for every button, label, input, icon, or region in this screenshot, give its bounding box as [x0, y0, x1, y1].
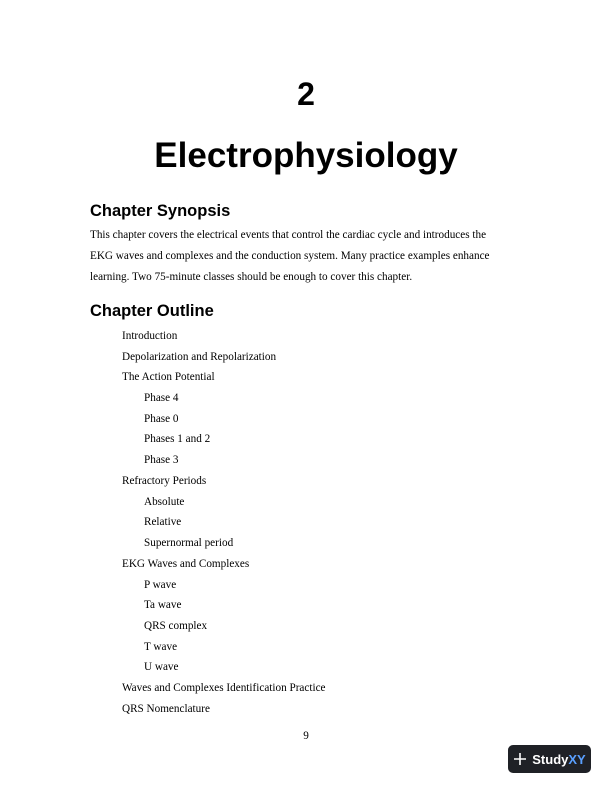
outline-text: QRS complex — [144, 620, 208, 632]
outline-text: EKG Waves and Complexes — [122, 558, 250, 570]
outline-heading: Chapter Outline — [90, 302, 214, 320]
chapter-number: 2 — [297, 76, 315, 112]
outline-text: Refractory Periods — [122, 475, 207, 487]
outline-text: Supernormal period — [144, 537, 234, 549]
outline-text: Phases 1 and 2 — [144, 433, 211, 445]
outline-text: The Action Potential — [122, 371, 215, 383]
synopsis-paragraph — [90, 225, 526, 288]
outline-text: Depolarization and Repolarization — [122, 351, 277, 363]
outline-text: T wave — [144, 641, 178, 653]
outline-text: U wave — [144, 661, 179, 673]
chapter-title: Electrophysiology — [154, 136, 458, 175]
page-number: 9 — [303, 730, 309, 742]
outline-text: Waves and Complexes Identification Practice — [122, 682, 326, 694]
watermark-brand-main: Study — [532, 751, 569, 767]
outline-text: QRS Nomenclature — [122, 703, 210, 715]
synopsis-line: EKG waves and complexes and the conduction system. Many practice examples enhance — [90, 250, 490, 262]
outline-text: Phase 3 — [144, 454, 179, 466]
outline-text: Ta wave — [144, 599, 182, 611]
synopsis-heading: Chapter Synopsis — [90, 202, 231, 220]
outline-text: Relative — [144, 516, 182, 528]
studyxy-watermark-badge[interactable] — [508, 745, 591, 773]
outline-text: Phase 0 — [144, 413, 179, 425]
outline-text: P wave — [144, 579, 177, 591]
outline-text: Phase 4 — [144, 392, 179, 404]
synopsis-line: learning. Two 75-minute classes should be enough to cover this chapter. — [90, 271, 413, 283]
watermark-brand-accent: XY — [568, 751, 586, 767]
outline-text: Introduction — [122, 330, 178, 342]
plus-icon — [513, 752, 527, 766]
outline-text: Absolute — [144, 496, 185, 508]
synopsis-line: This chapter covers the electrical events that control the cardiac cycle and introduces the — [90, 229, 487, 241]
watermark-brand — [532, 752, 585, 767]
